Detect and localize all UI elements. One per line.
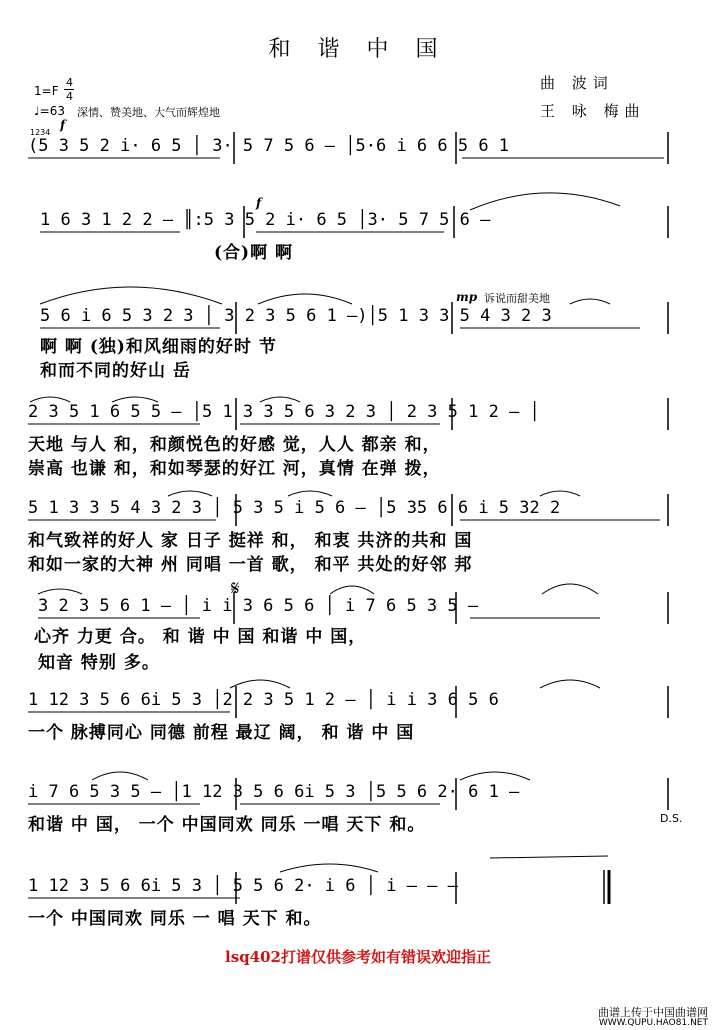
system-4-lyrics-1: 天地 与人 和，和颜悦色的好感 觉，人人 都亲 和， (28, 435, 441, 455)
system-3-lyrics-2: 和而不同的好山 岳 (40, 361, 191, 381)
score-title: 和 谐 中 国 (268, 37, 448, 62)
system-8-lyrics-1: 和谐 中 国， 一个 中国同欢 同乐 一唱 天下 和。 (28, 815, 426, 835)
system-3-lyrics-1: 啊 啊 (独)和风细雨的好时 节 (40, 337, 277, 357)
composer-credit: 王 咏 梅曲 (540, 102, 646, 120)
system-2-lyrics: (合)啊 啊 (214, 243, 294, 263)
segno-sign: 𝄋 (231, 576, 240, 600)
system-9-lyrics-1: 一个 中国同欢 同乐 一 唱 天下 和。 (28, 909, 322, 929)
expression-mark: 深情、赞美地、大气而辉煌地 (77, 106, 220, 119)
system-4-lyrics-2: 崇高 也谦 和，和如琴瑟的好江 河，真情 在弹 拨， (28, 459, 441, 479)
dynamic-forte-2: f (256, 196, 262, 210)
system-6-lyrics-1: 心齐 力更 合。 和 谐 中 国 和谐 中 国， (34, 627, 367, 647)
lyricist-credit: 曲 波词 (540, 74, 614, 92)
system-2-notes: 1 6 3 1 2 2 – ║:5 3 5 2 i· 6 5 │3· 5 7 5 6 – (40, 210, 491, 230)
footer-url: WWW.QUPU.HAO81.NET (598, 1018, 708, 1028)
tempo-mark: ♩=63 (34, 104, 65, 118)
system-4-notes: 2 3 5 1 6 5 5 – │5 1 3 3 5 6 3 2 3 │ 2 3 5 1 2 – │ (28, 402, 540, 422)
key-signature: 1=F (34, 84, 59, 98)
time-denominator: 4 (66, 90, 73, 103)
footer-note: lsq402打谱仅供参考如有错误欢迎指正 (225, 948, 491, 966)
system-6-lyrics-2: 知音 特别 多。 (38, 653, 160, 673)
system-9-notes: 1 12 3 5 6 6i 5 3 │ 5 5 6 2· i 6 │ i – – – (28, 876, 458, 896)
system-3-notes: 5 6 i 6 5 3 2 3 │ 3 2 3 5 6 1 –)│5 1 3 3 5 4 3 2 3 (40, 306, 552, 326)
system-1-notes: (5 3 5 2 i· 6 5 │ 3· 5 7 5 6 – │5·6 i 6 6 5 6 1 (28, 136, 510, 156)
dynamic-forte: f (60, 118, 66, 132)
system-8-notes: i 7 6 5 3 5 – │1 12 3 5 6 6i 5 3 │5 5 6 2· 6 1 – (28, 782, 520, 802)
system-5-lyrics-2: 和如一家的大神 州 同唱 一首 歌， 和平 共处的好邻 邦 (28, 555, 473, 575)
mp-expression: 诉说而甜美地 (484, 292, 550, 305)
repeat-numbers: 1234 (30, 128, 51, 137)
time-numerator: 4 (66, 76, 73, 89)
ds-mark: D.S. (660, 812, 683, 825)
system-7-notes: 1 12 3 5 6 6i 5 3 │2 2 3 5 1 2 – │ i i 3 6 5 6 (28, 690, 499, 710)
dynamic-mp: mp (456, 290, 478, 304)
system-7-lyrics-1: 一个 脉搏同心 同德 前程 最辽 阔， 和 谐 中 国 (28, 723, 415, 743)
system-5-lyrics-1: 和气致祥的好人 家 日子 挺祥 和， 和衷 共济的共和 国 (28, 531, 473, 551)
system-6-notes: 3 2 3 5 6 1 – │ i i 3 6 5 6 │ i 7 6 5 3 5 – (38, 596, 479, 616)
system-5-notes: 5 1 3 3 5 4 3 2 3 │ 5 3 5 i 5 6 – │5 35 6 6 i 5 32 2 (28, 498, 561, 518)
footer-site: 曲谱上传于中国曲谱网 (598, 1006, 708, 1019)
